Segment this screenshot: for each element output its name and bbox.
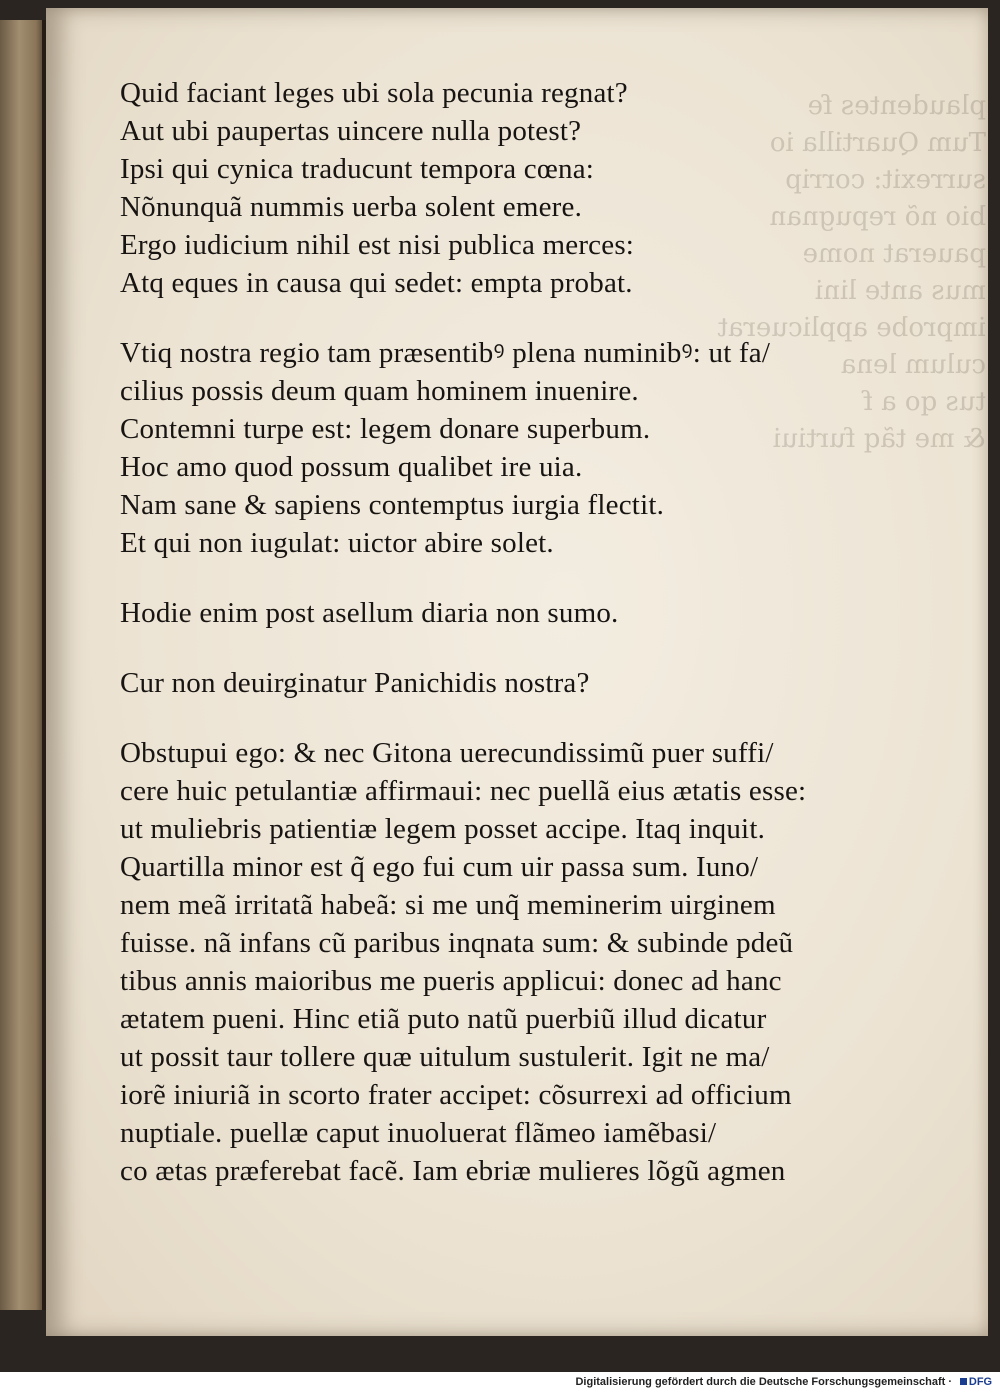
bleed-line: plaudentes fe — [807, 91, 986, 121]
bleed-through-text — [717, 88, 986, 458]
text-line: Quid faciant leges ubi sola pecunia regnat? — [120, 77, 628, 109]
stanza-gap — [120, 632, 840, 664]
text-line: nuptiale. puellæ caput inuoluerat flãmeo iamẽbasi/ — [120, 1117, 717, 1149]
bleed-line: Tum Quartilla io — [769, 128, 986, 158]
text-line: co ætas præferebat facẽ. Iam ebriæ mulieres lõgũ agmen — [120, 1155, 786, 1187]
text-line: nem meã irritatã habeã: si me unq̃ meminerim uirginem — [120, 889, 776, 921]
page-text — [120, 74, 840, 1190]
text-line: Obstupui ego: & nec Gitona uerecundissimũ puer suffi/ — [120, 737, 774, 769]
bleed-line: surrexit: corrip — [785, 165, 986, 195]
bleed-line: tus qo a f — [863, 387, 986, 417]
bleed-line: culum lena — [840, 350, 986, 380]
text-line: Aut ubi paupertas uincere nulla potest? — [120, 115, 582, 147]
text-line: Cur non deuirginatur Panichidis nostra? — [120, 667, 590, 699]
text-line: ætatem pueni. Hinc etiã puto natũ puerbiũ illud dicatur — [120, 1003, 767, 1035]
text-line: Ergo iudicium nihil est nisi publica merces: — [120, 229, 635, 261]
stanza-gap — [120, 302, 840, 334]
bleed-line: & me tãq furtiui — [772, 424, 986, 454]
text-line: Quartilla minor est q̃ ego fui cum uir passa sum. Iuno/ — [120, 851, 759, 883]
text-line: Contemni turpe est: legem donare superbum. — [120, 413, 651, 445]
text-line: cilius possis deum quam hominem inuenire. — [120, 375, 639, 407]
stanza-gap — [120, 562, 840, 594]
text-line: ut muliebris patientiæ legem posset accipe. Itaq inquit. — [120, 813, 766, 845]
text-line: cere huic petulantiæ affirmaui: nec puellã eius ætatis esse: — [120, 775, 807, 807]
footer-bar — [0, 1372, 1000, 1394]
text-line: Vtiq nostra regio tam præsentibꝰ plena numinibꝰ: ut fa/ — [120, 337, 771, 369]
bleed-line: improbe applicuerat — [717, 313, 986, 343]
text-line: tibus annis maioribus me pueris applicui: donec ad hanc — [120, 965, 782, 997]
text-line: Hoc amo quod possum qualibet ire uia. — [120, 451, 583, 483]
dfg-logo-text: DFG — [968, 1376, 993, 1388]
bleed-line: pauerat nome — [802, 239, 986, 269]
text-line: ut possit taur tollere quæ uitulum sustulerit. Igit ne ma/ — [120, 1041, 770, 1073]
text-line: iorẽ iniuriã in scorto frater accipet: cõsurrexi ad officium — [120, 1079, 792, 1111]
bleed-line: mus ante lini — [814, 276, 986, 306]
text-line: Nõnunquã nummis uerba solent emere. — [120, 191, 583, 223]
text-line: Hodie enim post asellum diaria non sumo. — [120, 597, 619, 629]
text-line: Atq eques in causa qui sedet: empta probat. — [120, 267, 633, 299]
text-line: Ipsi qui cynica traducunt tempora cœna: — [120, 153, 595, 185]
text-line: fuisse. nã infans cũ paribus inqnata sum: & subinde pdeũ — [120, 927, 794, 959]
stanza-gap — [120, 702, 840, 734]
bleed-line: bio nõ repugnan — [769, 202, 986, 232]
text-line: Nam sane & sapiens contemptus iurgia flectit. — [120, 489, 665, 521]
dfg-logo — [958, 1375, 994, 1390]
left-page-edge — [0, 20, 48, 1310]
text-line: Et qui non iugulat: uictor abire solet. — [120, 527, 554, 559]
footer-credit: Digitalisierung gefördert durch die Deutsche Forschungsgemeinschaft · — [575, 1376, 952, 1388]
